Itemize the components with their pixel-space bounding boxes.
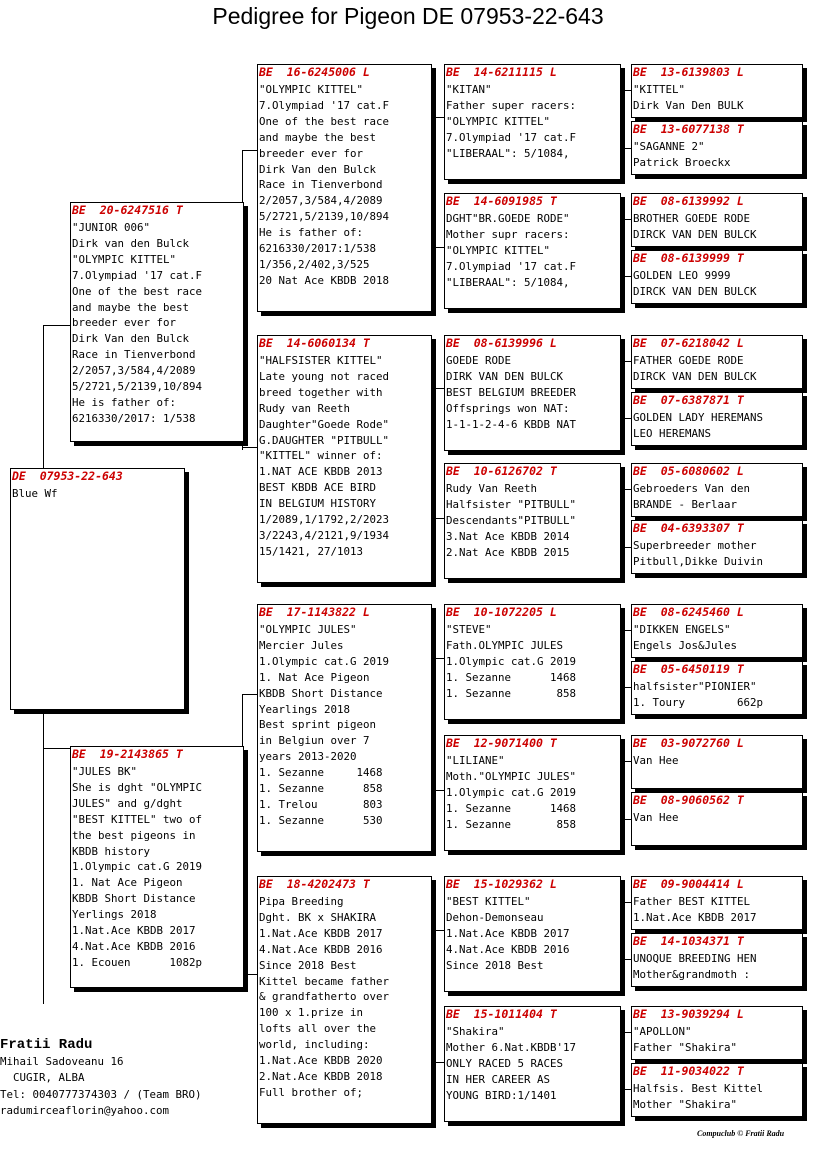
card-gen3-8 [444, 1006, 621, 1122]
card-gen3-1 [444, 64, 621, 180]
breeder-address: Mihail Sadoveanu 16 [0, 1055, 124, 1068]
card-gen3-6 [444, 735, 621, 851]
info-line: "KITAN" [446, 83, 492, 96]
info-line: KBDB Short Distance [72, 892, 196, 906]
info-line: 1.Nat.Ace KBDB 2017 [72, 924, 196, 938]
info-line: 3/2243,4/2121,9/1934 [259, 528, 390, 542]
info-line: in Belgiun over 7 [259, 734, 370, 748]
card-gen2-4 [257, 876, 432, 1124]
info-line: BRANDE - Berlaar [633, 497, 738, 511]
ring-number: BE 08-6245460 L [633, 605, 744, 619]
info-line: Mother&grandmoth : [633, 967, 751, 981]
page-title: Pedigree for Pigeon DE 07953-22-643 [212, 3, 604, 29]
card-gen4-6 [631, 392, 803, 446]
info-line: 1.Olympic cat.G 2019 [259, 654, 390, 668]
connector-line [430, 790, 444, 791]
info-line: Best sprint pigeon [259, 718, 377, 732]
info-line: Yearlings 2018 [259, 702, 351, 716]
card-gen3-4 [444, 463, 621, 579]
ring-number: BE 08-6139999 T [633, 251, 744, 265]
connector-line [242, 150, 257, 151]
info-line: "OLYMPIC KITTEL" [72, 252, 177, 266]
connector-line [430, 388, 444, 389]
info-line: Race in Tienverbond [72, 348, 196, 362]
connector-line [430, 117, 444, 118]
card-gen4-15 [631, 1006, 803, 1060]
card-gen3-7 [444, 876, 621, 992]
info-line: GOLDEN LEO 9999 [633, 269, 731, 282]
card-gen3-5 [444, 604, 621, 720]
info-line: KBDB Short Distance [259, 686, 383, 700]
info-line: "OLYMPIC JULES" [259, 623, 357, 636]
card-gen4-1 [631, 64, 803, 118]
info-line: 2.Nat Ace KBDB 2015 [446, 545, 570, 559]
info-line: She is dght "OLYMPIC [72, 780, 203, 794]
card-gen2-1 [257, 64, 432, 312]
info-line: years 2013-2020 [259, 750, 357, 764]
info-line: 2/2057,3/584,4/2089 [72, 364, 196, 378]
info-line: 15/1421, 27/1013 [259, 544, 364, 558]
info-line: Mother 6.Nat.KBDB'17 [446, 1040, 577, 1054]
connector-line [43, 325, 70, 326]
card-gen4-7 [631, 463, 803, 517]
info-line: and maybe the best [72, 300, 190, 314]
card-gen4-10 [631, 661, 803, 715]
card-gen2-3 [257, 604, 432, 852]
info-line: 1.Olympic cat.G 2019 [72, 860, 203, 874]
info-line: Halfsister "PITBULL" [446, 497, 577, 511]
info-line: 1. Nat Ace Pigeon [72, 876, 183, 890]
card-gen4-13 [631, 876, 803, 930]
card-gen4-4 [631, 250, 803, 304]
info-line: 5/2721,5/2139,10/894 [72, 380, 203, 394]
info-line: 1.Nat.Ace KBDB 2017 [633, 910, 757, 924]
info-line: Kittel became father [259, 974, 390, 988]
info-line: 1.NAT ACE KBDB 2013 [259, 465, 383, 479]
info-line: Late young not raced [259, 369, 390, 383]
ring-number: BE 08-6139996 L [446, 336, 557, 350]
info-line: DIRCK VAN DEN BULCK [633, 369, 757, 383]
ring-number: BE 10-6126702 T [446, 464, 557, 478]
info-line: "OLYMPIC KITTEL" [259, 83, 364, 96]
info-line: BEST KBDB ACE BIRD [259, 481, 377, 495]
ring-number: BE 16-6245006 L [259, 65, 370, 79]
info-line: Mercier Jules [259, 638, 344, 652]
info-line: Full brother of; [259, 1085, 364, 1099]
card-gen2-2 [257, 335, 432, 583]
ring-number: BE 07-6387871 T [633, 393, 744, 407]
info-line: Gebroeders Van den [633, 482, 751, 495]
connector-line [43, 748, 70, 749]
ring-number: BE 05-6080602 L [633, 464, 744, 478]
info-line: "KITTEL" winner of: [259, 449, 383, 463]
info-line: "APOLLON" [633, 1025, 692, 1038]
connector-line [242, 447, 257, 448]
info-line: "BEST KITTEL" two of [72, 812, 203, 826]
ring-number: BE 08-6139992 L [633, 194, 744, 208]
ring-number: BE 15-1029362 L [446, 877, 557, 891]
ring-number: BE 11-9034022 T [633, 1064, 744, 1078]
info-line: breeder ever for [72, 316, 177, 330]
info-line: 1-1-1-2-4-6 KBDB NAT [446, 417, 577, 431]
info-line: 4.Nat.Ace KBDB 2016 [72, 939, 196, 953]
info-line: FATHER GOEDE RODE [633, 354, 744, 367]
info-line: "SAGANNE 2" [633, 140, 705, 153]
info-line: "JUNIOR 006" [72, 221, 151, 234]
info-line: BROTHER GOEDE RODE [633, 212, 751, 225]
info-line: 2.Nat.Ace KBDB 2018 [259, 1069, 383, 1083]
connector-line [242, 974, 257, 975]
breeder-email: radumirceaflorin@yahoo.com [0, 1103, 170, 1117]
info-line: Descendants"PITBULL" [446, 513, 577, 527]
info-line: 7.Olympiad '17 cat.F [446, 130, 577, 144]
info-line: Since 2018 Best [446, 958, 544, 972]
card-gen4-14 [631, 933, 803, 987]
info-line: KBDB history [72, 844, 151, 858]
info-line: "DIKKEN ENGELS" [633, 623, 731, 636]
card-gen4-9 [631, 604, 803, 658]
info-line: Since 2018 Best [259, 958, 357, 972]
info-line: halfsister"PIONIER" [633, 680, 757, 693]
info-line: Superbreeder mother [633, 539, 757, 552]
info-line: BEST BELGIUM BREEDER [446, 385, 577, 399]
info-line: "OLYMPIC KITTEL" [446, 114, 551, 128]
card-gen4-11 [631, 735, 803, 789]
info-line: Dght. BK x SHAKIRA [259, 910, 377, 924]
info-line: DIRCK VAN DEN BULCK [633, 284, 757, 298]
connector-line [430, 247, 444, 248]
info-line: IN BELGIUM HISTORY [259, 497, 377, 511]
info-line: G.DAUGHTER "PITBULL" [259, 433, 390, 447]
ring-number: BE 13-6139803 L [633, 65, 744, 79]
connector-line [242, 694, 257, 695]
card-gen4-12 [631, 792, 803, 846]
card-gen3-3 [444, 335, 621, 451]
ring-number: BE 08-9060562 T [633, 793, 744, 807]
info-line: 1.Nat.Ace KBDB 2017 [446, 926, 570, 940]
ring-number: BE 20-6247516 T [72, 203, 183, 217]
info-line: Engels Jos&Jules [633, 638, 738, 652]
info-line: LEO HEREMANS [633, 426, 712, 440]
info-line: 6216330/2017: 1/538 [72, 411, 196, 425]
ring-number: BE 10-1072205 L [446, 605, 557, 619]
ring-number: BE 18-4202473 T [259, 877, 370, 891]
info-line: 1.Nat.Ace KBDB 2020 [259, 1054, 383, 1068]
info-line: Offsprings won NAT: [446, 401, 570, 415]
ring-number: BE 05-6450119 T [633, 662, 744, 676]
breeder-city: CUGIR, ALBA [0, 1071, 85, 1085]
info-line: 4.Nat.Ace KBDB 2016 [446, 942, 570, 956]
info-line: UNOQUE BREEDING HEN [633, 952, 757, 965]
info-line: 1. Sezanne 858 [259, 782, 383, 796]
info-line: Dehon-Demonseau [446, 910, 544, 924]
info-line: "LIBERAAL": 5/1084, [446, 275, 570, 289]
info-line: Van Hee [633, 754, 679, 767]
info-line: 1. Sezanne 858 [446, 817, 577, 831]
info-line: the best pigeons in [72, 828, 196, 842]
info-line: Father super racers: [446, 98, 577, 112]
info-line: 1. Nat Ace Pigeon [259, 670, 370, 684]
info-line: 1. Toury 662p [633, 695, 764, 709]
info-line: Dirk van den Bulck [72, 236, 190, 250]
info-line: 3.Nat Ace KBDB 2014 [446, 529, 570, 543]
connector-line [430, 518, 444, 519]
info-line: 1.Nat.Ace KBDB 2017 [259, 926, 383, 940]
info-line: DIRK VAN DEN BULCK [446, 369, 564, 383]
info-line: 100 x 1.prize in [259, 1006, 364, 1020]
info-line: Father "Shakira" [633, 1040, 738, 1054]
breeder-name: Fratii Radu [0, 1037, 93, 1053]
info-line: "JULES BK" [72, 765, 138, 778]
info-line: Dirk Van den Bulck [259, 162, 377, 176]
ring-number: BE 14-6091985 T [446, 194, 557, 208]
ring-number: BE 19-2143865 T [72, 747, 183, 761]
info-line: 1.Olympic cat.G 2019 [446, 785, 577, 799]
info-line: GOEDE RODE [446, 354, 512, 367]
ring-number: DE 07953-22-643 [12, 469, 123, 483]
ring-number: BE 17-1143822 L [259, 605, 370, 619]
footer-credit: Compuclub © Fratii Radu [697, 1129, 785, 1138]
info-line: Pitbull,Dikke Duivin [633, 554, 764, 568]
card-gen4-3 [631, 193, 803, 247]
card-dam [70, 746, 244, 988]
info-line: "LIBERAAL": 5/1084, [446, 146, 570, 160]
ring-number: BE 14-6211115 L [446, 65, 557, 79]
info-line: IN HER CAREER AS [446, 1072, 551, 1086]
ring-number: BE 03-9072760 L [633, 736, 744, 750]
card-gen4-2 [631, 121, 803, 175]
info-line: "Shakira" [446, 1025, 505, 1038]
info-line: ONLY RACED 5 RACES [446, 1056, 564, 1070]
info-line: Dirk Van den Bulck [72, 332, 190, 346]
info-line: Mother supr racers: [446, 227, 570, 241]
ring-number: BE 14-1034371 T [633, 934, 744, 948]
info-line: 4.Nat.Ace KBDB 2016 [259, 942, 383, 956]
info-line: 7.Olympiad '17 cat.F [72, 268, 203, 282]
info-line: Moth."OLYMPIC JULES" [446, 769, 577, 783]
connector-line [430, 1062, 444, 1063]
info-line: Dirk Van Den BULK [633, 98, 744, 112]
info-line: Mother "Shakira" [633, 1097, 738, 1111]
info-line: breed together with [259, 385, 383, 399]
info-line: GOLDEN LADY HEREMANS [633, 411, 764, 424]
info-line: 1. Trelou 803 [259, 797, 383, 811]
info-line: "LILIANE" [446, 754, 505, 767]
breeder-phone: Tel: 0040777374303 / (Team BRO) [0, 1087, 202, 1101]
info-line: 5/2721,5/2139,10/894 [259, 210, 390, 224]
info-line: 2/2057,3/584,4/2089 [259, 194, 383, 208]
info-line: Patrick Broeckx [633, 155, 731, 169]
info-line: He is father of: [72, 395, 177, 409]
info-line: He is father of: [259, 226, 364, 240]
card-subject [10, 468, 185, 710]
ring-number: BE 07-6218042 L [633, 336, 744, 350]
info-line: 1. Sezanne 530 [259, 813, 383, 827]
info-line: 1/2089,1/1792,2/2023 [259, 513, 390, 527]
connector-line [43, 708, 44, 1004]
info-line: 1. Sezanne 1468 [259, 766, 383, 780]
info-line: "BEST KITTEL" [446, 895, 531, 908]
info-line: breeder ever for [259, 146, 364, 160]
ring-number: BE 12-9071400 T [446, 736, 557, 750]
info-line: "HALFSISTER KITTEL" [259, 354, 383, 367]
info-line: "OLYMPIC KITTEL" [446, 243, 551, 257]
ring-number: BE 13-9039294 L [633, 1007, 744, 1021]
info-line: Father BEST KITTEL [633, 895, 751, 908]
info-line: world, including: [259, 1038, 370, 1052]
info-line: lofts all over the [259, 1022, 377, 1036]
info-line: Yerlings 2018 [72, 908, 157, 922]
ring-number: BE 14-6060134 T [259, 336, 370, 350]
info-line: Pipa Breeding [259, 895, 344, 908]
ring-number: BE 04-6393307 T [633, 521, 744, 535]
ring-number: BE 09-9004414 L [633, 877, 744, 891]
info-line: One of the best race [72, 284, 203, 298]
card-gen3-2 [444, 193, 621, 309]
ring-number: BE 15-1011404 T [446, 1007, 557, 1021]
info-line: 1. Sezanne 1468 [446, 801, 577, 815]
info-line: JULES" and g/dght [72, 796, 183, 810]
info-line: Van Hee [633, 811, 679, 824]
breeder-info [0, 1036, 202, 1119]
info-line: and maybe the best [259, 130, 377, 144]
info-line: "STEVE" [446, 623, 492, 636]
info-line: 1/356,2/402,3/525 [259, 257, 370, 271]
card-gen4-8 [631, 520, 803, 574]
info-line: 1. Sezanne 1468 [446, 670, 577, 684]
info-line: DGHT"BR.GOEDE RODE" [446, 212, 570, 225]
info-line: 1. Ecouen 1082p [72, 955, 203, 969]
info-line: 7.Olympiad '17 cat.F [259, 98, 390, 112]
info-line: 7.Olympiad '17 cat.F [446, 259, 577, 273]
info-line: Halfsis. Best Kittel [633, 1082, 764, 1095]
ring-number: BE 13-6077138 T [633, 122, 744, 136]
info-line: Rudy Van Reeth [446, 482, 538, 495]
info-line: 1.Olympic cat.G 2019 [446, 654, 577, 668]
info-line: YOUNG BIRD:1/1401 [446, 1088, 557, 1102]
info-line: "KITTEL" [633, 83, 686, 96]
info-line: Daughter"Goede Rode" [259, 417, 390, 431]
card-sire [70, 202, 244, 442]
connector-line [430, 930, 444, 931]
info-line: Rudy van Reeth [259, 401, 351, 415]
connector-line [430, 658, 444, 659]
info-line: Blue Wf [12, 487, 58, 500]
info-line: Fath.OLYMPIC JULES [446, 638, 564, 652]
info-line: & grandfatherto over [259, 990, 390, 1004]
connector-line [43, 325, 44, 468]
card-gen4-5 [631, 335, 803, 389]
info-line: One of the best race [259, 114, 390, 128]
card-gen4-16 [631, 1063, 803, 1117]
info-line: 6216330/2017:1/538 [259, 242, 377, 256]
info-line: 20 Nat Ace KBDB 2018 [259, 273, 390, 287]
info-line: Race in Tienverbond [259, 178, 383, 192]
info-line: 1. Sezanne 858 [446, 686, 577, 700]
info-line: DIRCK VAN DEN BULCK [633, 227, 757, 241]
